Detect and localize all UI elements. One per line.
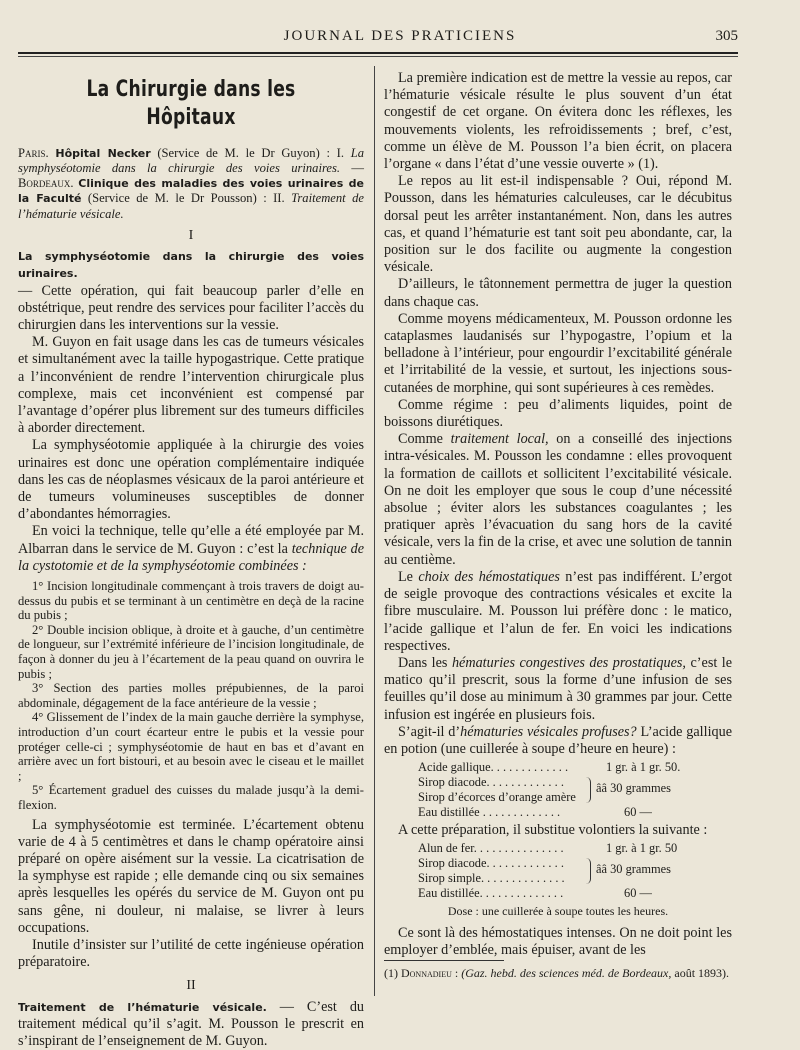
column-divider xyxy=(374,66,375,996)
paragraph-text: c’est le matico qu’il prescrit, sous la forme d’une infusion de ses feuilles qu’il dose au minimum à 30 grammes par jour. Cette infusion est ingérée en plusieurs fois. xyxy=(384,654,733,723)
ingredient-qty: 1 gr. à 1 gr. 50 xyxy=(606,841,678,856)
step-item: 2° Double incision oblique, à droite et à gauche, d’un centimètre de longueur, sur l’extrémité inférieure de l’incision longitudinale, de façon à donner du jeu à l’écartement de la peau quand on ouvrira le pubis ; xyxy=(18,622,364,681)
ingredient-qty: 1 gr. à 1 gr. 50. xyxy=(606,760,681,775)
lead-dash: — Bordeaux. xyxy=(18,161,364,190)
emphasis: hématuries vésicales profuses? xyxy=(460,723,637,740)
section-title-1-text: La symphyséotomie dans la chirurgie des voies urinaires. xyxy=(18,250,364,281)
paragraph: Comme moyens médicamenteux, M. Pousson ordonne les cataplasmes laudanisés sur l’hypogastre, l’opium et la belladone à l’intérieur, pour engourdir l’excitabilité générale et l’irritabilité de la vessie, et surtout, les injections sous-cutanées de morphine, qui sont supérieures à ces remèdes. xyxy=(384,310,732,396)
paragraph: D’ailleurs, le tâtonnement permettra de juger la question dans chaque cas. xyxy=(384,276,732,310)
section-number-1: I xyxy=(188,228,194,244)
brace xyxy=(586,777,591,803)
paragraph-text: — C’est du traitement médical qu’il s’agit. M. Pousson le prescrit en s’inspirant de l’enseignement de M. Guyon. xyxy=(18,998,365,1050)
paragraph-text: En voici la technique, telle qu’elle a été employée par M. Albarran dans le service de M. Guyon : c’est la xyxy=(18,523,364,557)
paragraph-text: S’agit-il d’ xyxy=(398,723,461,740)
lead-title-2: Traitement de l’hématurie vésicale. xyxy=(18,191,364,221)
ingredient-qty: 60 — xyxy=(624,805,652,820)
ingredient-name: Sirop simple. . . . . . . . . . . . . . xyxy=(418,871,565,886)
ingredient-name: Sirop d’écorces d’orange amère xyxy=(418,790,576,805)
right-column xyxy=(384,70,732,959)
running-head xyxy=(0,28,800,48)
paragraph-text: Le xyxy=(398,568,413,585)
recipe-row xyxy=(384,805,732,820)
paragraph xyxy=(384,569,732,655)
section-title-2: Traitement de l’hématurie vésicale. xyxy=(18,1000,267,1014)
paragraph xyxy=(384,431,732,569)
footnote-rule xyxy=(384,960,504,961)
ingredient-name: Sirop diacode. . . . . . . . . . . . . xyxy=(418,775,564,790)
ingredient-name: Acide gallique. . . . . . . . . . . . . xyxy=(418,760,569,775)
paragraph-text: Dans les xyxy=(398,654,448,671)
section-title-1 xyxy=(18,248,364,282)
journal-title: JOURNAL DES PRATICIENS xyxy=(283,28,517,44)
paragraph xyxy=(384,724,732,758)
recipe-row-group xyxy=(384,856,732,886)
lead-service: (Service de M. le Dr Guyon) : I. xyxy=(157,146,344,160)
paragraph: La symphyséotomie est terminée. L’écartement obtenu varie de 4 à 5 centimètres et dans le champ opératoire ainsi préparé on opère aisément sur la vessie. La cicatrisation de la symphyse est rapide ; elle demande cinq ou six semaines après lesquelles les opérés du service de M. Guyon ont pu sans gêne, ni douleur, ni malaise, se livrer à leurs occupations. xyxy=(18,816,364,936)
emphasis: hématuries congestives des prostatiques, xyxy=(451,654,686,671)
ingredient-qty: 60 — xyxy=(624,886,652,901)
dose-note: Dose : une cuillerée à soupe toutes les heures. xyxy=(447,904,669,919)
technique-title: technique de la cystotomie et de la symphyséotomie combinées : xyxy=(18,540,364,574)
recipe-gallic-acid xyxy=(384,760,732,820)
footnote-source: (Gaz. hebd. des sciences méd. de Bordeaux, xyxy=(461,966,672,980)
lead-city: Paris. xyxy=(18,146,49,160)
paragraph: M. Guyon en fait usage dans les cas de tumeurs vésicales et simultanément avec la taille hypogastrique. Cette pratique a l’inconvénient de rendre l’intervention chirurgicale plus complexe, mais cet inconvénient est compensé par l’avantage d’opérer plus librement sur des tumeurs difficiles à aborder directement. xyxy=(18,334,364,437)
lead-clinique: Clinique des maladies des voies urinaires de la Faculté xyxy=(18,176,364,206)
page-number: 305 xyxy=(715,28,738,44)
ingredient-qty: ââ 30 grammes xyxy=(596,862,672,877)
recipe-iron-alum xyxy=(384,841,732,901)
brace xyxy=(586,858,591,884)
step-item: 1° Incision longitudinale commençant à trois travers de doigt au-dessus du pubis et se terminant à un centimètre en deçà de la racine du pubis ; xyxy=(18,579,364,623)
recipe-row xyxy=(384,760,732,775)
ingredient-qty: ââ 30 grammes xyxy=(596,781,672,796)
ingredient-name: Eau distillée. . . . . . . . . . . . . . xyxy=(418,886,564,901)
footnote-date: août 1893). xyxy=(674,966,730,980)
recipe-row xyxy=(384,886,732,901)
step-item: 5° Écartement graduel des cuisses du malade jusqu’à la demi-flexion. xyxy=(18,783,364,812)
step-item: 3° Section des parties molles prépubiennes, de la paroi abdominale, dégagement de la face antérieure de la vessie ; xyxy=(18,681,364,710)
paragraph-text: L’acide gallique en potion (une cuillerée à soupe d’heure en heure) : xyxy=(384,723,732,757)
paragraph xyxy=(384,655,732,724)
paragraph: A cette préparation, il substitue volontiers la suivante : xyxy=(398,822,708,839)
emphasis: choix des hémostatiques xyxy=(418,568,560,585)
header-rule-thin xyxy=(18,56,738,57)
footnote-author: (1) Donnadieu : xyxy=(384,966,459,980)
section-2-paragraph xyxy=(18,999,364,1050)
ingredient-name: Alun de fer. . . . . . . . . . . . . . . xyxy=(418,841,564,856)
lead-title-1: La symphyséotomie dans la chirurgie des voies urinaires. xyxy=(18,146,364,176)
paragraph: Inutile d’insister sur l’utilité de cette ingénieuse opération préparatoire. xyxy=(18,937,364,971)
footnote xyxy=(384,966,732,980)
lead-hospital: Hôpital Necker xyxy=(55,147,151,160)
paragraph-text: on a conseillé des injections intra-vésicales. M. Pousson les condamne : elles provoquent la formation de caillots et sollicitent l’excitabilité vésicale. On ne doit les employer que sous le coup d’une nécessité absolue ; éviter alors les substances coagulantes ; les pratiquer après l’évacuation du sang hors de la cavité vésicale, vers la fin de la crise, et avec une solution de tannin au centième. xyxy=(384,431,733,568)
paragraph: — Cette opération, qui fait beaucoup parler d’elle en obstétrique, peut rendre des services pour faciliter l’accès du chirurgien dans les interventions sur la vessie. xyxy=(18,282,364,334)
recipe-row xyxy=(384,841,732,856)
paragraph-text: n’est pas indifférent. L’ergot de seigle provoque des contractions vésicales et excite la fibre musculaire. M. Pousson lui préfère donc : le matico, l’acide gallique et l’alun de fer. En voici les indications respectives. xyxy=(384,568,733,654)
section-number-2: II xyxy=(186,978,196,994)
step-item: 4° Glissement de l’index de la main gauche derrière la symphyse, introduction d’un court écarteur entre le pubis et la vessie pour protéger celle-ci ; symphyséotomie de haut en bas et d’avant en arrière avec un fort bistouri, et au besoin avec le ciseau et le maillet ; xyxy=(18,710,364,783)
ingredient-name: Sirop diacode. . . . . . . . . . . . . xyxy=(418,856,564,871)
left-column xyxy=(18,70,364,1050)
article-lead xyxy=(18,146,364,221)
paragraph xyxy=(18,523,364,575)
article-heading: La Chirurgie dans les Hôpitaux xyxy=(86,77,296,130)
lead-service-2: (Service de M. le Dr Pousson) : II. xyxy=(87,191,285,206)
paragraph: Ce sont là des hémostatiques intenses. On ne doit point les employer d’emblée, mais épuiser, avant de les xyxy=(384,924,732,958)
header-rule xyxy=(18,52,738,54)
recipe-row-group xyxy=(384,775,732,805)
paragraph: Le repos au lit est-il indispensable ? Oui, répond M. Pousson, dans les hématuries calculeuses, car le décubitus dorsal peut les arrêter instantanément. Non, dans les autres cas, et quand l’hématurie est tant soit peu abondante, car, la position sur le dos facilite ou augmente la congestion vésicale. xyxy=(384,173,732,276)
emphasis: traitement local, xyxy=(450,431,549,448)
paragraph-text: Comme xyxy=(398,431,443,448)
paragraph: La symphyséotomie appliquée à la chirurgie des voies urinaires est donc une opération complémentaire indiquée dans les cas de néoplasmes vésicaux de la paroi antérieure et de tumeurs volumineuses susceptibles de donner d’abondantes hémorragies. xyxy=(18,437,364,523)
paragraph: Comme régime : peu d’aliments liquides, point de boissons diurétiques. xyxy=(384,396,732,431)
ingredient-name: Eau distillée . . . . . . . . . . . . . xyxy=(418,805,561,820)
paragraph: La première indication est de mettre la vessie au repos, car l’hématurie vésicale résulte le plus souvent d’un état congestif de cet organe. On évitera donc les réflexes, les mouvements violents, les refroidissements ; bref, c’est, comme un élève de M. Pousson l’a bien écrit, on placera l’organe « dans l’état d’une vessie ouverte » (1). xyxy=(384,70,732,173)
